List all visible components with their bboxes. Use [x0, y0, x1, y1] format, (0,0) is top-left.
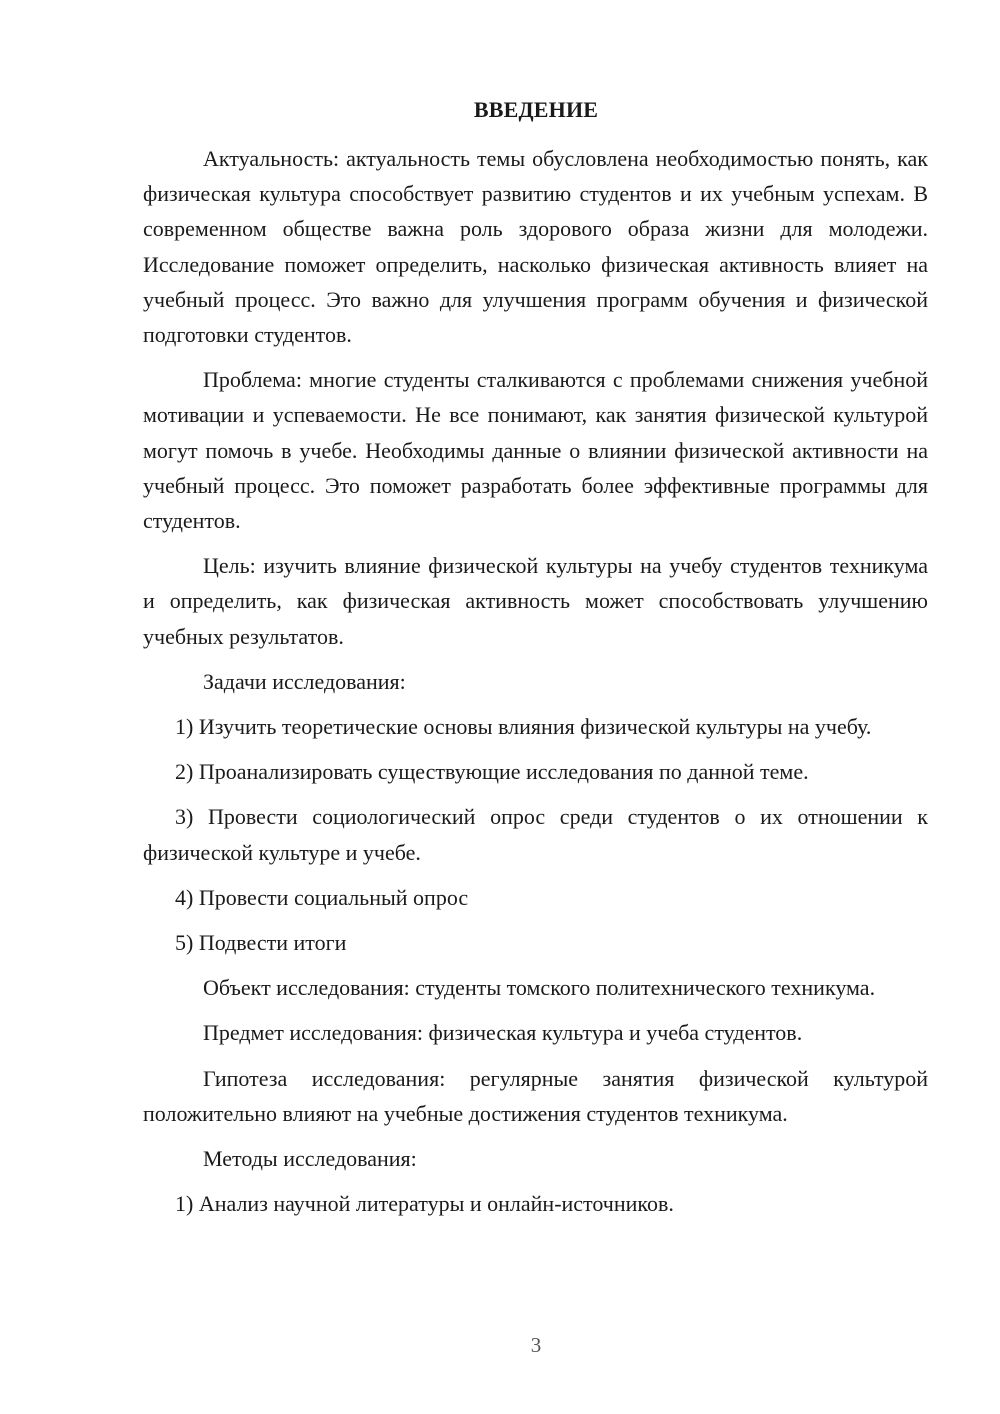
- document-body: [143, 141, 928, 1231]
- paragraph-object: Объект исследования: студенты томского политехнического техникума.: [203, 975, 876, 1001]
- paragraph-relevance: Актуальность: актуальность темы обусловлена необходимостью понять, как физическая культура способствует развитию студентов и их учебным успехам. В современном обществе важна роль здорового образа жизни для молодежи. Исследование поможет определить, насколько физическая активность влияет на учебный процесс. Это важно для улучшения программ обучения и физической подготовки студентов.: [143, 146, 928, 348]
- task-item-2: 2) Проанализировать существующие исследования по данной теме.: [175, 759, 809, 785]
- task-item-5: 5) Подвести итоги: [175, 930, 347, 956]
- paragraph-problem: Проблема: многие студенты сталкиваются с проблемами снижения учебной мотивации и успеваемости. Не все понимают, как занятия физической культурой могут помочь в учебе. Необходимы данные о влиянии физической активности на учебный процесс. Это поможет разработать более эффективные программы для студентов.: [143, 367, 928, 534]
- page-number: 3: [530, 1333, 542, 1357]
- paragraph-methods-heading: Методы исследования:: [203, 1146, 417, 1172]
- paragraph-tasks-heading: Задачи исследования:: [203, 668, 406, 694]
- task-item-1: 1) Изучить теоретические основы влияния физической культуры на учебу.: [175, 714, 872, 740]
- task-item-4: 4) Провести социальный опрос: [175, 884, 469, 910]
- paragraph-subject: Предмет исследования: физическая культура и учеба студентов.: [203, 1020, 803, 1046]
- task-item-3: 3) Провести социологический опрос среди студентов о их отношении к физической культуре и учебе.: [143, 804, 928, 865]
- method-item-1: 1) Анализ научной литературы и онлайн-источников.: [175, 1191, 674, 1217]
- paragraph-hypothesis: Гипотеза исследования: регулярные занятия физической культурой положительно влияют на учебные достижения студентов техникума.: [143, 1065, 928, 1126]
- page-title: ВВЕДЕНИЕ: [473, 97, 599, 122]
- paragraph-goal: Цель: изучить влияние физической культуры на учебу студентов техникума и определить, как физическая активность может способствовать улучшению учебных результатов.: [143, 553, 928, 649]
